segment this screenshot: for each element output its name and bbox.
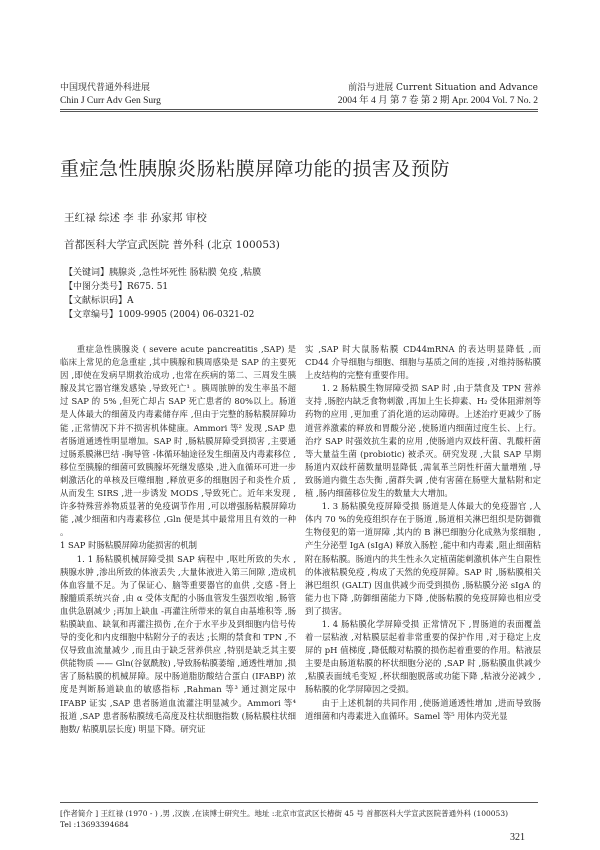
body-paragraph: 1. 2 肠粘膜生物屏障受损 SAP 时 ,由于禁食及 TPN 营养支持 ,肠腔内缺乏食物刺激 ,再加上生长抑素、H₂ 受体阻滞剂等药物的应用 ,更加重了消化道的运动障碍。上述治疗更减少了肠道营养激素的释放和胃酸分泌 ,使肠道内细菌过度生长、上行。治疗 SAP 时强效抗生素的应用 ,使肠道内双歧杆菌、乳酸杆菌等大量益生菌 (probiotic) 被杀灭。研究发现 ,大鼠 SAP 早期肠道内双歧杆菌数量明显降低 ,需氧革兰阴性杆菌大量增殖 ,导致肠道内微生态失衡 ,菌群失调 ,使有害菌在肠壁大量粘附和定植 ,肠内细菌移位发生的数量大大增加。 [305,383,541,499]
meta-value: A [127,296,134,306]
journal-name-en: Chin J Curr Adv Gen Surg [60,96,161,106]
header-rule [60,109,538,110]
article-number-line [64,309,254,322]
meta-value: 胰腺炎 ,急性坏死性 肠粘膜 免疫 ,粘膜 [109,268,262,278]
meta-label: 【中图分类号】 [64,282,128,292]
body-paragraph: 1. 4 肠粘膜化学屏障受损 正常情况下 ,胃肠道的表面覆盖着一层粘液 ,对粘膜层起着非常重要的保护作用 ,对于稳定上皮屏的 pH 值梯度 ,降低酸对粘膜的损伤起着重要的作用。粘液层主要是由肠道粘膜的杯状细胞分泌的 ,SAP 时 ,肠粘膜血供减少 ,粘膜表面绒毛变短 ,杯状细胞脱落或功能下降 ,粘液分泌减少 ,肠粘膜的化学屏障因之受损。 [305,618,541,695]
footnote-rule [60,802,538,803]
body-paragraph: 1. 1 肠粘膜机械屏障受损 SAP 病程中 ,呕吐所致的失水 ,胰腺水肿 ,渗出所致的体液丢失 ,大量体液进入第三间隙 ,造成机体血容量不足。为了保证心、脑等重要器官的血供 ,交感 -肾上腺髓质系统兴奋 ,由 α 受体支配的小肠血管发生强烈收缩 ,肠管血供急剧减少 ;再加上缺血 -再灌注所带来的氧自由基堆积等 ,肠粘膜缺血、缺氧和再灌注损伤 ,在介于水平步及到细胞内信号传导的变化和内皮细胞中粘附分子的表达 ;长期的禁食和 TPN ,不仅导致血流量减少 ,而且由于缺乏营养供应 ,特别是缺乏其主要供能物质 —— Gln(谷氨酰胺) ,导致肠粘膜萎缩 ,通透性增加 ,损害了肠粘膜的机械屏障。尿中肠道脂肪酸结合蛋白 (IFABP) 浓度是判断肠道缺血的敏感指标 ,Rahman 等³ 通过测定尿中 IFABP 证实 ,SAP 患者肠道血流灌注明显减少。Ammori 等⁴ 报道 ,SAP 患者肠粘膜绒毛高度及柱状细胞指数 (肠粘膜柱状细胞数/ 粘膜肌层长度) 明显下降。研究证 [60,553,296,734]
classification-line [64,281,168,294]
meta-label: 【文章编号】 [64,310,119,320]
section-heading: 1 SAP 时肠粘膜屏障功能损害的机制 [60,540,197,551]
header-rule-thin [60,111,538,112]
journal-name-cn: 中国现代普通外科进展 [60,83,151,93]
meta-label: 【文献标识码】 [64,296,128,306]
article-authors: 王红禄 综述 李 非 孙家邦 审校 [64,212,207,224]
doc-code-line [64,295,134,308]
left-column [60,343,296,736]
intro-paragraph: 重症急性胰腺炎 ( severe acute pancreatitis ,SAP) 是临床上常见的危急重症 ,其中胰腺和胰周感染是 SAP 的主要死因 ,即使在发病早期救治成功 ,也常在疾病的第二、三周发生胰腺及其它器官继发感染 ,导致死亡¹ 。胰周脓肿的发生率虽不超过 SAP 的 5% ,但死亡却占 SAP 死亡患者的 80%以上。肠道是人体最大的细菌及内毒素储存库 ,但由于完整的肠粘膜屏障功能 ,正常情况下并不损害机体健康。Ammori 等² 发现 ,SAP 患者肠道通透性明显增加。SAP 时 ,肠粘膜屏障受到损害 ,主要通过肠系膜淋巴结 -胸导管 -体循环轴途径发生细菌及内毒素移位 ,移位至胰腺的细菌可致胰腺坏死继发感染 ,进入血循环可进一步刺激活化的单核及巨噬细胞 ,释放更多的细胞因子和炎性介质 ,从而发生 SIRS ,进一步诱发 MODS ,导致死亡。近年来发现 ,许多特殊营养物质显著的免疫调节作用 ,可以增强肠粘膜屏障功能 ,减少细菌和内毒素移位 ,Gln 便是其中最常用且有效的一种 。 [60,344,296,538]
body-paragraph: 1. 3 肠粘膜免疫屏障受损 肠道是人体最大的免疫器官 ,人体内 70 %的免疫组织存在于肠道 ,肠道相关淋巴组织是防御微生物侵犯的第一道屏障 ,其内的 B 淋巴细胞分化成熟为浆细胞 ,产生分泌型 IgA (sIgA) 释放入肠腔 ,能中和内毒素 ,阻止细菌粘附在肠粘膜。肠道内的共生性永久定植菌能刺激机体产生自限性的体液粘膜免疫 ,构成了天然的免疫屏障。SAP 时 ,肠粘膜相关淋巴组织 (GALT) 因血供减少而受到损伤 ,肠粘膜分泌 sIgA 的能力也下降 ,防御细菌能力下降 ,使肠粘膜的免疫屏障也相应受到了损害。 [305,501,541,616]
author-info: [作者简介 ] 王红禄 (1970 - ) ,男 ,汉族 ,在读博士研究生。地址 :北京市宣武区长椿街 45 号 首都医科大学宣武医院普通外科 (100053) [60,809,509,818]
section-label: 前沿与进展 Current Situation and Advance [348,83,538,93]
article-affiliation: 首都医科大学宣武医院 普外科 (北京 100053) [64,239,280,251]
footnote [60,808,540,830]
body-paragraph: 由于上述机制的共同作用 ,使肠道通透性增加 ,进而导致肠道细菌和内毒素进入血循环。Samel 等⁵ 用体内荧光显 [305,697,541,721]
meta-value: R675. 51 [127,282,169,292]
keywords-line [64,267,261,280]
right-column [305,343,541,723]
meta-value: 1009-9905 (2004) 06-0321-02 [118,310,255,320]
author-tel: Tel :13693394684 [60,820,129,829]
body-paragraph: 实 ,SAP 时大鼠肠粘膜 CD44mRNA 的表达明显降低 ,而 CD44 介导细胞与细胞、细胞与基质之间的连接 ,对维持肠粘膜上皮结构的完整有重要作用。 [305,344,541,381]
issue-info: 2004 年 4 月 第 7 卷 第 2 期 Apr. 2004 Vol. 7 No. 2 [337,96,538,106]
article-title: 重症急性胰腺炎肠粘膜屏障功能的损害及预防 [60,158,451,180]
meta-label: 【关键词】 [64,268,110,278]
page-number: 321 [510,832,525,843]
